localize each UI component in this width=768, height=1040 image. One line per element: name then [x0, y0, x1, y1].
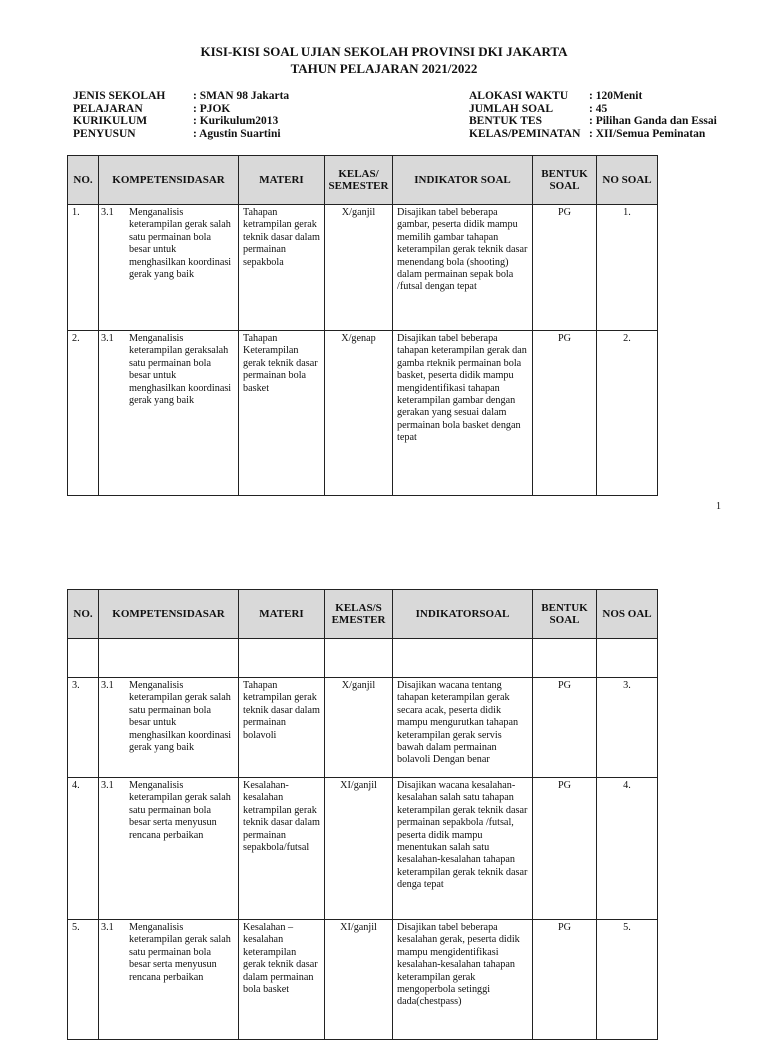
row-materi: Tahapan Keterampilan gerak teknik dasar permainan bola basket: [239, 331, 325, 496]
info-value: : Pilihan Ganda dan Essai: [589, 115, 717, 127]
header-materi: MATERI: [239, 156, 325, 205]
row-kelas: X/genap: [325, 331, 393, 496]
row-indikator: Disajikan tabel beberapa gambar, peserta didik mampu memilih gambar tahapan keterampilan gerak teknik dasar menendang bola (shooting) dalam permainan sepak bola /futsal dengan tepat: [393, 205, 533, 331]
header-bentuk: BENTUK SOAL: [533, 156, 597, 205]
row-no-soal: 4.: [597, 778, 658, 920]
header-no: NO.: [68, 156, 99, 205]
header-no-soal: NO SOAL: [597, 156, 658, 205]
info-label: BENTUK TES: [469, 115, 542, 127]
info-value: : Kurikulum2013: [193, 115, 279, 127]
document-title: KISI-KISI SOAL UJIAN SEKOLAH PROVINSI DKI JAKARTA: [200, 44, 568, 59]
table-row: [68, 778, 658, 920]
info-left: [73, 90, 289, 140]
info-row-kurikulum: [73, 115, 289, 128]
info-row-jumlah-soal: [469, 103, 717, 116]
row-no: 4.: [68, 778, 99, 920]
info-label: JENIS SEKOLAH: [73, 90, 166, 102]
row-no-soal: 5.: [597, 920, 658, 1040]
info-value: : 120Menit: [589, 90, 643, 102]
header-bentuk: BENTUK SOAL: [533, 590, 597, 639]
row-kelas: XI/ganjil: [325, 920, 393, 1040]
info-value: : PJOK: [193, 102, 231, 115]
row-kompetensi: [99, 205, 239, 331]
kd-text: Menganalisis keterampilan gerak salah satu permainan bola besar serta menyusun rencana perbaikan: [129, 922, 231, 983]
header-kelas: KELAS/S EMESTER: [325, 590, 393, 639]
row-materi: Kesalahan – kesalahan keterampilan gerak teknik dasar dalam permainan bola basket: [239, 920, 325, 1040]
row-no: 2.: [68, 331, 99, 496]
header-no-soal: NOS OAL: [597, 590, 658, 639]
row-materi: Tahapan ketrampilan gerak teknik dasar dalam permainan sepakbola: [239, 205, 325, 331]
row-kompetensi: [99, 920, 239, 1040]
kd-text: Menganalisis keterampilan gerak salah satu permainan bola besar untuk menghasilkan koordinasi gerak yang baik: [129, 680, 232, 754]
kisi-table-page1: [67, 155, 658, 496]
row-no-soal: 1.: [597, 205, 658, 331]
row-kelas: XI/ganjil: [325, 778, 393, 920]
row-indikator: Disajikan tabel beberapa kesalahan gerak, peserta didik mampu mengidentifikasi kesalahan-kesalahan tahapan keterampilan gerak mengoperbola setinggi dada(chestpass): [393, 920, 533, 1040]
header-indikator: INDIKATORSOAL: [393, 590, 533, 639]
info-value: : 45: [589, 102, 608, 115]
row-bentuk: PG: [533, 778, 597, 920]
header-materi: MATERI: [239, 590, 325, 639]
info-value: : SMAN 98 Jakarta: [193, 90, 290, 102]
row-kompetensi: [99, 678, 239, 778]
row-kompetensi: [99, 331, 239, 496]
row-bentuk: PG: [533, 678, 597, 778]
kd-number: 3.1: [101, 207, 114, 218]
row-no-soal: 2.: [597, 331, 658, 496]
info-row-kelas-peminatan: [469, 128, 717, 141]
kd-number: 3.1: [101, 680, 114, 691]
kd-text: Menganalisis keterampilan geraksalah satu permainan bola besar untuk menghasilkan koordinasi gerak yang baik: [129, 333, 232, 407]
kd-number: 3.1: [101, 922, 114, 933]
empty-cell: [68, 639, 99, 678]
info-label: JUMLAH SOAL: [469, 102, 554, 115]
header-no: NO.: [68, 590, 99, 639]
kd-number: 3.1: [101, 333, 114, 344]
table-row-empty: [68, 639, 658, 678]
info-label: KURIKULUM: [73, 115, 148, 127]
row-no: 1.: [68, 205, 99, 331]
info-row-pelajaran: [73, 103, 289, 116]
kd-text: Menganalisis keterampilan gerak salah satu permainan bola besar untuk menghasilkan koordinasi gerak yang baik: [129, 207, 232, 281]
empty-cell: [239, 639, 325, 678]
row-kelas: X/ganjil: [325, 678, 393, 778]
header-kelas: KELAS/ SEMESTER: [325, 156, 393, 205]
info-row-jenis-sekolah: [73, 90, 289, 103]
empty-cell: [99, 639, 239, 678]
row-indikator: Disajikan wacana kesalahan-kesalahan salah satu tahapan keterampilan gerak teknik dasar permainan sepakbola /futsal, peserta didik mampu menentukan salah satu kesalahan-kesalahan tahapan keterampilan gerak teknik dasar denga tepat: [393, 778, 533, 920]
row-indikator: Disajikan tabel beberapa tahapan keterampilan gerak dan gamba rteknik permainan bola basket, peserta didik mampu mengidentifikasi tahapan keterampilan gambar dengan gerakan yang sesuai dalam permainan bola basket dengan tepat: [393, 331, 533, 496]
row-indikator: Disajikan wacana tentang tahapan keterampilan gerak secara acak, peserta didik mampu mengurutkan tahapan keterampilan gerak servis bawah dalam permainan bolavoli Dengan benar: [393, 678, 533, 778]
empty-cell: [533, 639, 597, 678]
row-materi: Tahapan ketrampilan gerak teknik dasar dalam permainan bolavoli: [239, 678, 325, 778]
header-indikator: INDIKATOR SOAL: [393, 156, 533, 205]
table-header-row: [68, 156, 658, 205]
info-label: ALOKASI WAKTU: [469, 90, 569, 102]
row-no: 5.: [68, 920, 99, 1040]
info-row-bentuk-tes: [469, 115, 717, 128]
info-label: PENYUSUN: [73, 127, 136, 140]
row-no-soal: 3.: [597, 678, 658, 778]
kd-text: Menganalisis keterampilan gerak salah satu permainan bola besar serta menyusun rencana perbaikan: [129, 780, 231, 841]
table-row: [68, 205, 658, 331]
header-kompetensi: KOMPETENSIDASAR: [99, 156, 239, 205]
info-row-alokasi-waktu: [469, 90, 717, 103]
info-row-penyusun: [73, 128, 289, 141]
header-kompetensi: KOMPETENSIDASAR: [99, 590, 239, 639]
row-bentuk: PG: [533, 920, 597, 1040]
document-subtitle: TAHUN PELAJARAN 2021/2022: [290, 61, 478, 76]
kd-number: 3.1: [101, 780, 114, 791]
table-row: [68, 678, 658, 778]
table-header-row: [68, 590, 658, 639]
empty-cell: [325, 639, 393, 678]
info-value: : Agustin Suartini: [193, 127, 281, 140]
info-label: KELAS/PEMINATAN: [469, 127, 581, 140]
info-right: [469, 90, 717, 140]
table-row: [68, 331, 658, 496]
row-no: 3.: [68, 678, 99, 778]
row-bentuk: PG: [533, 205, 597, 331]
row-kompetensi: [99, 778, 239, 920]
row-kelas: X/ganjil: [325, 205, 393, 331]
info-label: PELAJARAN: [73, 102, 143, 115]
row-materi: Kesalahan-kesalahan ketrampilan gerak teknik dasar dalam permainan sepakbola/futsal: [239, 778, 325, 920]
empty-cell: [597, 639, 658, 678]
page-number: 1: [716, 501, 721, 512]
row-bentuk: PG: [533, 331, 597, 496]
table-row: [68, 920, 658, 1040]
kisi-table-page2: [67, 589, 658, 1040]
empty-cell: [393, 639, 533, 678]
info-value: : XII/Semua Peminatan: [589, 127, 706, 140]
